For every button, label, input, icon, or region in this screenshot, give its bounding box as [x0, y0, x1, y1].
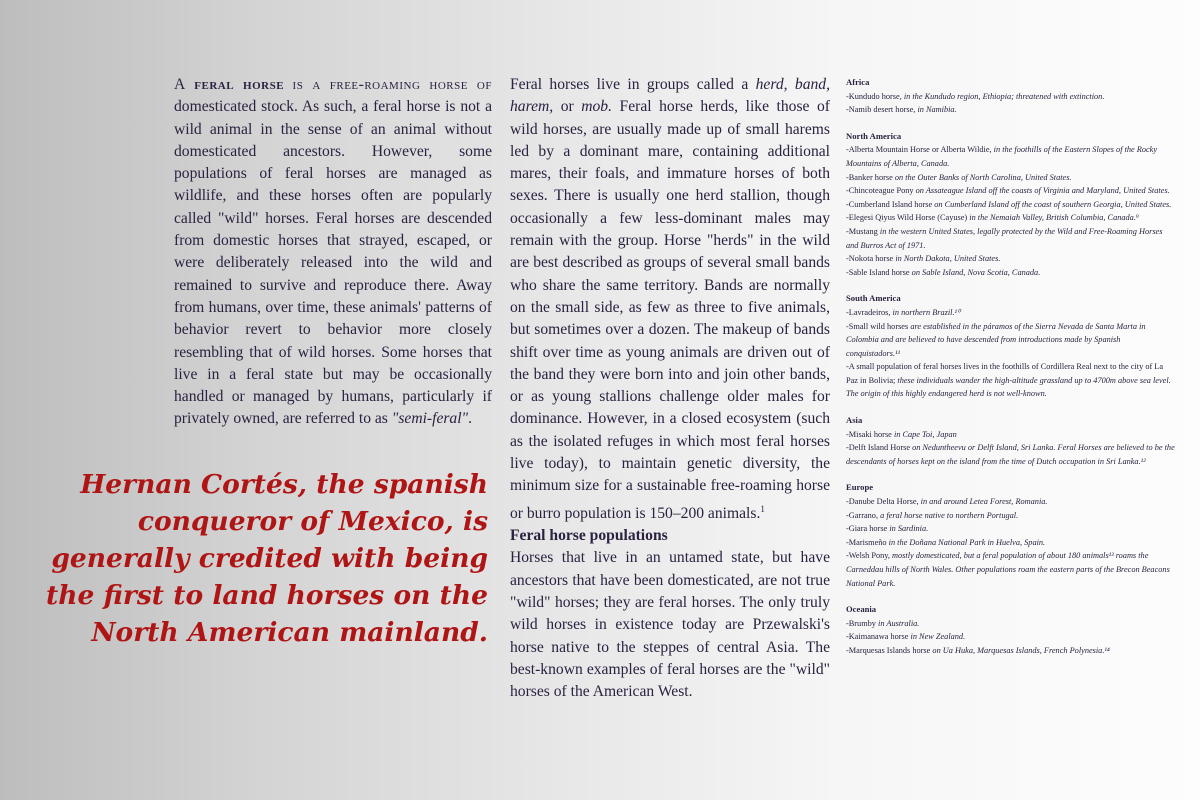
- population-name: -Brumby: [846, 618, 876, 628]
- intro-semi-feral: "semi-feral": [391, 410, 469, 428]
- population-description: in the Kundudo region, Ethiopia; threatened with extinction.: [903, 91, 1105, 101]
- population-name: -Misaki horse: [846, 429, 892, 439]
- paragraph-herds: [510, 74, 830, 525]
- population-description: on Cumberland Island off the coast of southern Georgia, United States.: [934, 199, 1172, 209]
- region-block: [846, 414, 1176, 468]
- population-entry: [846, 644, 1176, 658]
- population-entry: [846, 360, 1176, 401]
- population-description: on the Outer Banks of North Carolina, United States.: [894, 172, 1072, 182]
- footnote-marker: 1: [760, 503, 765, 514]
- population-name: -Marquesas Islands horse: [846, 645, 931, 655]
- region-title: Europe: [846, 482, 874, 493]
- population-description: these individuals wander the high-altitude grassland up to 4700m above sea level. The origin of this highly endangered herd is not well-known.: [846, 375, 1171, 399]
- region-block: [846, 76, 1176, 117]
- population-description: in Australia.: [878, 618, 920, 628]
- population-name: -Elegesi Qiyus Wild Horse (Cayuse): [846, 213, 968, 223]
- population-description: mostly domesticated, but a feral population of about 180 animals¹³ roams the Carneddau hills of North Wales. Other populations roam the eastern parts of the Brecon Beacons National Park.: [846, 551, 1170, 588]
- population-name: -Banker horse: [846, 172, 893, 182]
- region-title: Asia: [846, 415, 863, 426]
- region-block: [846, 292, 1176, 401]
- region-block: [846, 481, 1176, 590]
- population-description: on Sable Island, Nova Scotia, Canada.: [911, 267, 1041, 277]
- population-entry: [846, 536, 1176, 550]
- region-title: Oceania: [846, 604, 877, 615]
- population-name: -A small population of feral horses lives in the foothills of Cordillera Real next to the city of La Paz in Bolivia;: [846, 362, 1164, 385]
- section-heading: Feral horse populations: [510, 527, 668, 545]
- population-entry: [846, 617, 1176, 631]
- herds-or: or: [560, 98, 574, 116]
- population-name: -Small wild horses: [846, 321, 909, 331]
- intro-end: .: [468, 410, 473, 428]
- herds-terms: herd, band, harem,: [510, 76, 830, 116]
- population-entry: [846, 306, 1176, 320]
- population-entry: [846, 211, 1176, 225]
- region-title: North America: [846, 130, 902, 141]
- population-name: -Alberta Mountain Horse or Alberta Wildie,: [846, 145, 992, 155]
- population-name: -Nokota horse: [846, 254, 894, 264]
- population-description: in northern Brazil.¹⁰: [892, 307, 961, 317]
- population-entry: [846, 522, 1176, 536]
- population-description: on Neduntheevu or Delft Island, Sri Lanka. Feral Horses are believed to be the descendants of horses kept on the island from the time of Dutch occupation in Sri Lanka.¹²: [846, 443, 1175, 466]
- population-description: in the western United States, legally protected by the Wild and Free-Roaming Horses and Burros Act of 1971.: [846, 226, 1163, 250]
- intro-lead-rest: is a free-roaming horse of: [292, 76, 492, 93]
- population-name: -Cumberland Island horse: [846, 199, 933, 209]
- intro-body: domesticated stock. As such, a feral horse is not a wild animal in the sense of an animal without domesticated ancestors. However, some populations of feral horses are managed as wildlife, and these horses often are popularly called "wild" horses. Feral horses are descended from domestic horses that strayed, escaped, or were deliberately released into the wild and remained to survive and reproduce there. Away from humans, over time, these animals' patterns of behavior revert to behavior more closely resembling that of wild horses. Some horses that live in a feral state but may be occasionally handled or managed by humans, particularly if privately owned, are referred to as: [174, 98, 492, 428]
- paragraph-populations: Horses that live in an untamed state, but have ancestors that have been domesticated, are not true "wild" horses; they are feral horses. The only truly wild horses in existence today are Przewalski's horse native to the steppes of central Asia. The best-known examples of feral horses are the "wild" horses of the American West.: [510, 549, 830, 701]
- herds-mob: mob.: [581, 98, 612, 116]
- population-entry: [846, 266, 1176, 280]
- region-block: [846, 603, 1176, 657]
- population-entry: [846, 428, 1176, 442]
- intro-lead-term: feral horse: [194, 76, 285, 93]
- population-name: -Sable Island horse: [846, 267, 910, 277]
- populations-list: [846, 76, 1176, 671]
- population-entry: [846, 90, 1176, 104]
- population-name: -Namib desert horse,: [846, 105, 916, 115]
- population-description: in North Dakota, United States.: [895, 254, 1001, 264]
- population-entry: [846, 252, 1176, 266]
- population-entry: [846, 509, 1176, 523]
- herds-text-a: Feral horses live in groups called a: [510, 76, 749, 93]
- population-description: in Sardinia.: [889, 524, 929, 534]
- population-name: -Lavradeiros,: [846, 307, 891, 317]
- population-name: -Mustang: [846, 226, 878, 236]
- population-name: -Chincoteague Pony: [846, 186, 914, 196]
- population-description: in Cape Toi, Japan: [893, 429, 957, 439]
- population-name: -Marismeño: [846, 537, 887, 547]
- region-block: [846, 130, 1176, 280]
- population-name: -Kundudo horse,: [846, 91, 902, 101]
- population-description: in Namibia.: [917, 105, 957, 115]
- region-title: South America: [846, 293, 901, 304]
- population-entry: [846, 198, 1176, 212]
- main-column: [510, 74, 830, 704]
- population-description: in the Doñana National Park in Huelva, Spain.: [888, 537, 1046, 547]
- intro-lead-word: A: [174, 76, 186, 93]
- herds-text-b: Feral horse herds, like those of wild horses, are usually made up of small harems led by a dominant mare, containing additional mares, their foals, and immature horses of both sexes. There is usually one herd stallion, though occasionally a few less-dominant males may remain with the group. Horse "herds" in the wild are best described as groups of several small bands who share the same territory. Bands are normally on the small side, as few as three to five animals, but sometimes over a dozen. The makeup of bands shift over time as young animals are driven out of the band they were born into and join other bands, or as young stallions challenge older males for dominance. However, in a closed ecosystem (such as the isolated refuges in which most feral horses live today), to maintain genetic diversity, the minimum size for a sustainable free-roaming horse or burro population is 150–200 animals.: [510, 98, 830, 522]
- population-name: -Giara horse: [846, 524, 888, 534]
- population-name: -Welsh Pony,: [846, 551, 890, 561]
- population-name: -Danube Delta Horse,: [846, 497, 919, 507]
- region-title: Africa: [846, 77, 870, 87]
- population-description: on Assateague Island off the coasts of Virginia and Maryland, United States.: [915, 186, 1170, 196]
- population-description: in the Nemaiah Valley, British Columbia, Canada.⁹: [969, 213, 1139, 223]
- population-entry: [846, 630, 1176, 644]
- population-description: a feral horse native to northern Portugal.: [880, 510, 1019, 520]
- population-entry: [846, 225, 1176, 252]
- population-description: are established in the páramos of the Sierra Nevada de Santa Marta in Colombia and are believed to have descended from introductions made by Spanish conquistadors.¹¹: [846, 321, 1146, 358]
- population-name: -Delft Island Horse: [846, 443, 911, 453]
- population-description: on Ua Huka, Marquesas Islands, French Polynesia.¹⁴: [932, 645, 1110, 655]
- population-entry: [846, 184, 1176, 198]
- pull-quote: Hernan Cortés, the spanish conqueror of Mexico, is generally credited with being the first to land horses on the North American mainland.: [46, 469, 488, 648]
- population-description: in New Zealand.: [910, 632, 966, 642]
- population-name: -Kaimanawa horse: [846, 632, 909, 642]
- intro-column: [174, 74, 492, 431]
- population-entry: [846, 171, 1176, 185]
- population-entry: [846, 495, 1176, 509]
- population-entry: [846, 320, 1176, 361]
- population-description: in and around Letea Forest, Romania.: [920, 497, 1048, 507]
- population-entry: [846, 143, 1176, 170]
- population-name: -Garrano,: [846, 510, 879, 520]
- population-description: in the foothills of the Eastern Slopes of the Rocky Mountains of Alberta, Canada.: [846, 145, 1158, 168]
- population-entry: [846, 103, 1176, 117]
- population-entry: [846, 441, 1176, 468]
- population-entry: [846, 549, 1176, 590]
